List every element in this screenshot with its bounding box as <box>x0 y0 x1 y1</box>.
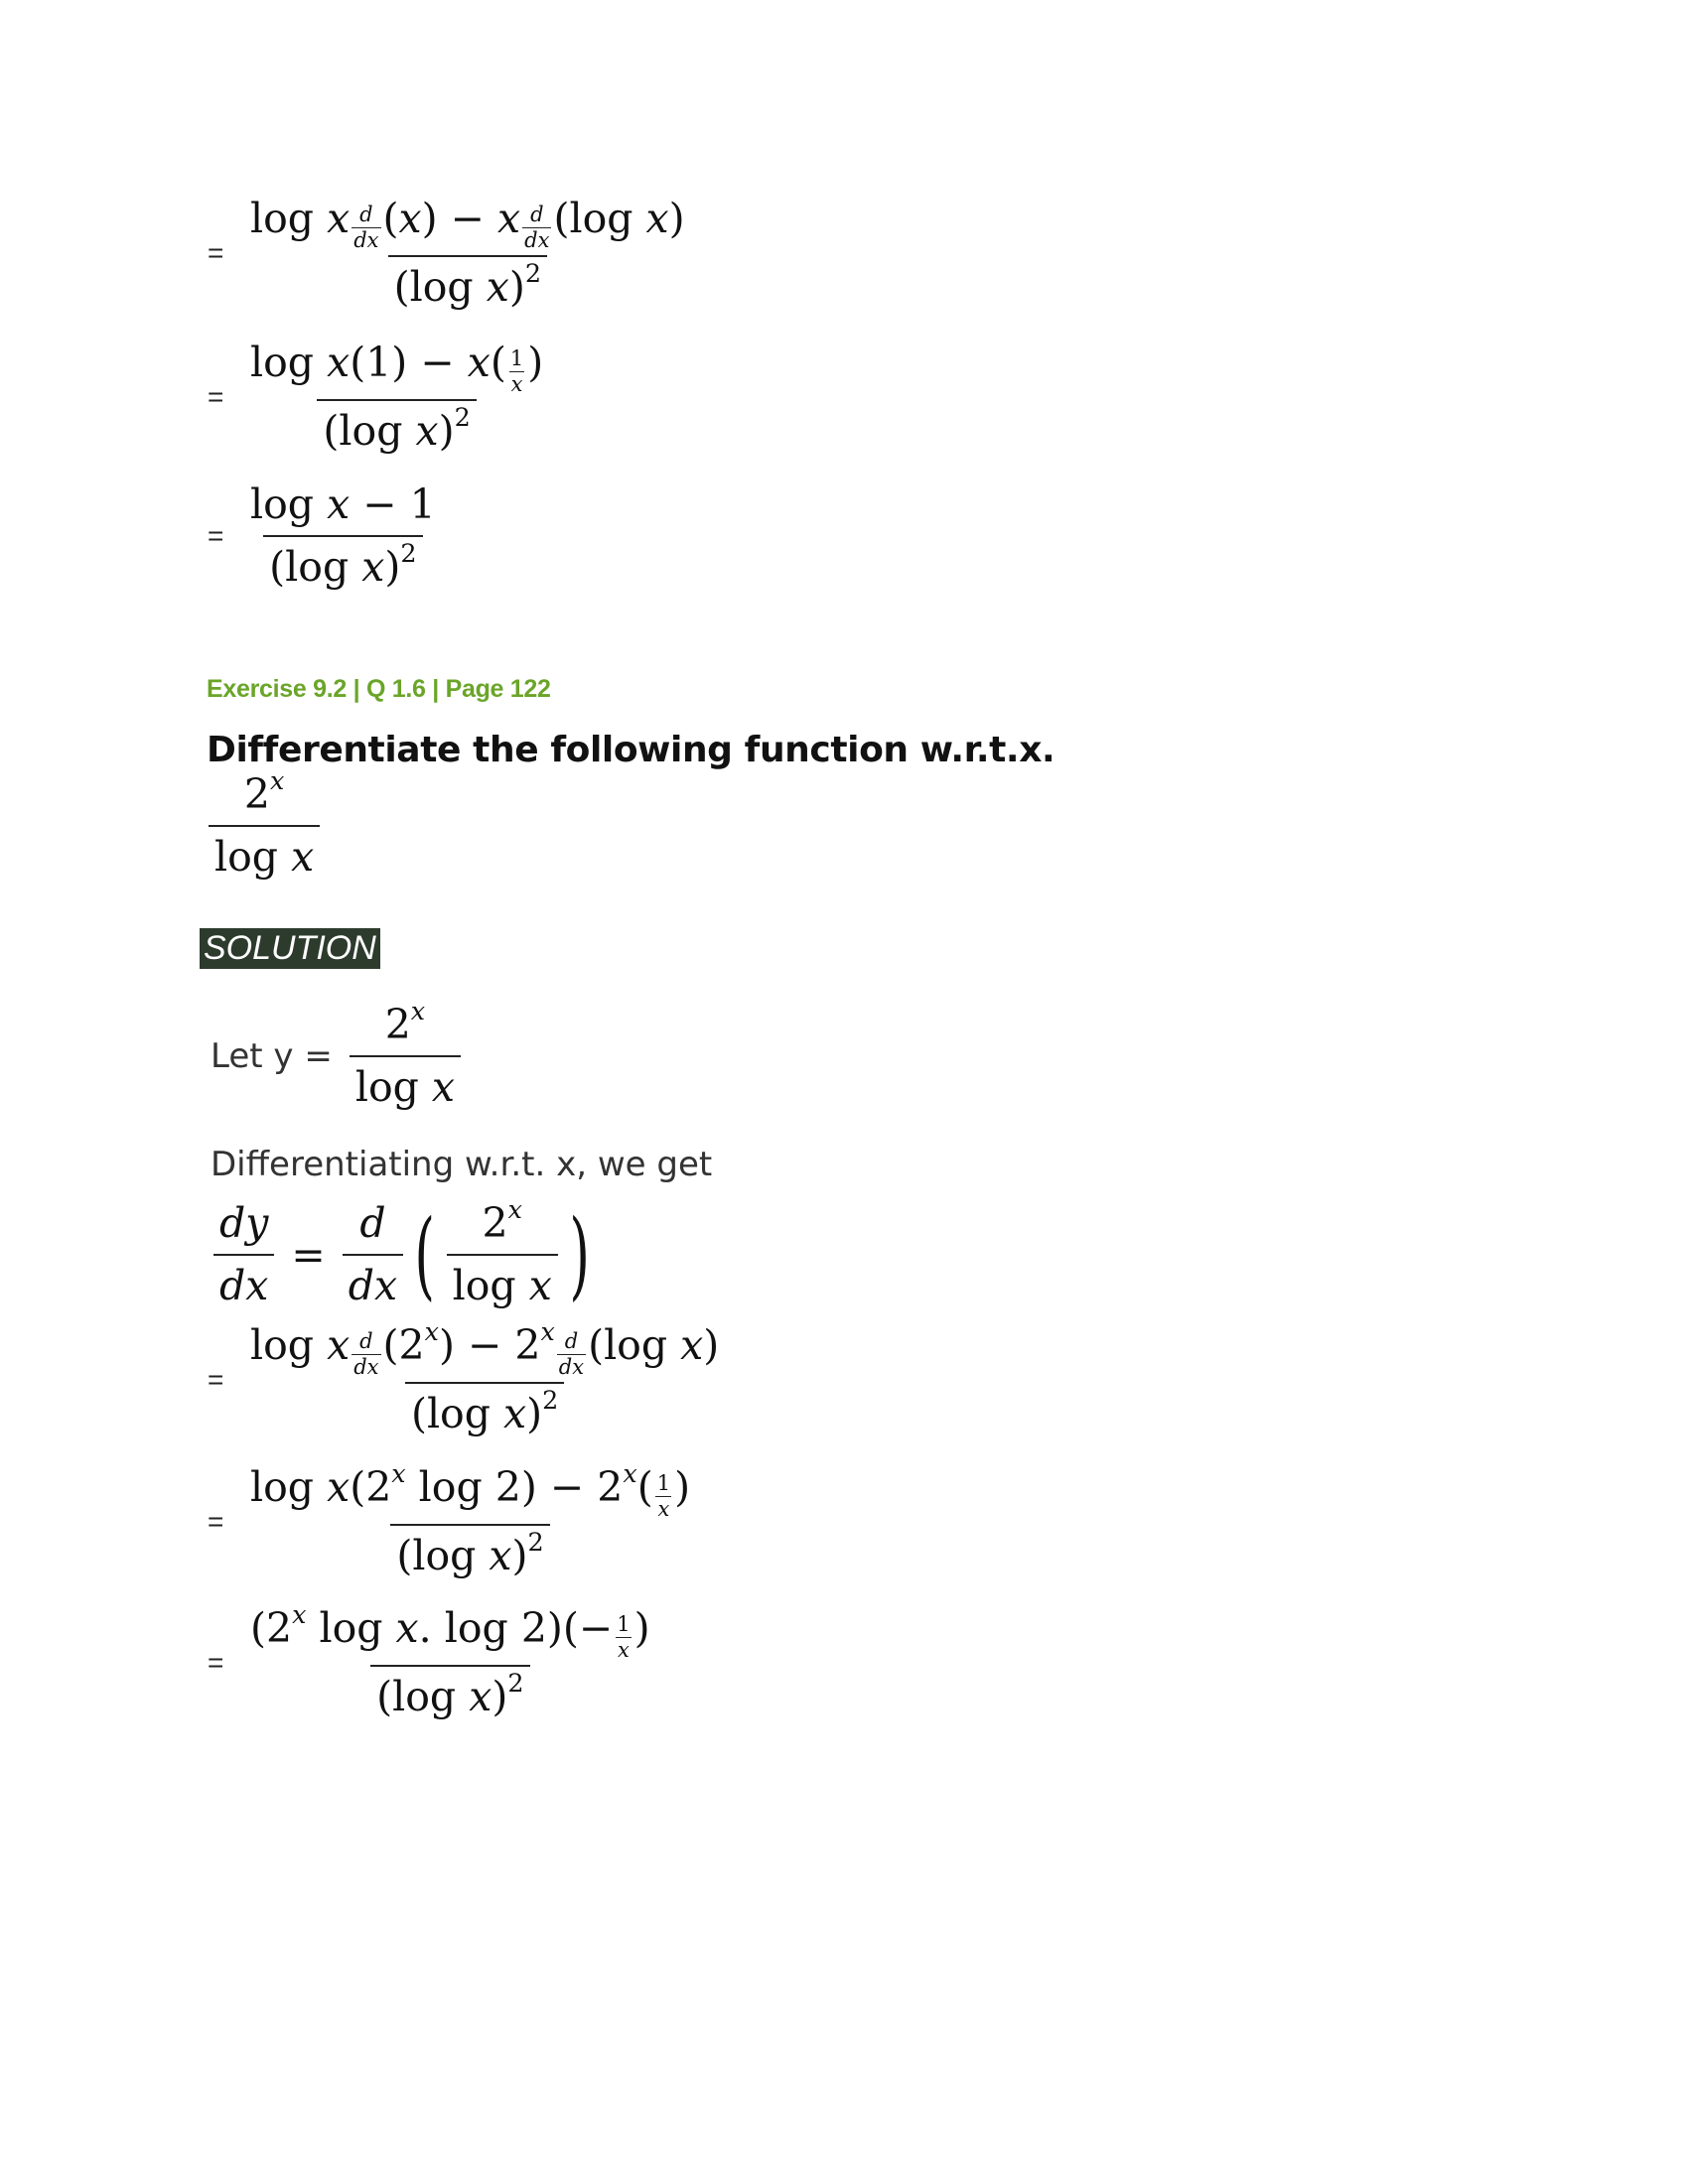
equals-sign: = <box>208 1647 224 1678</box>
prev-step-3 <box>208 480 445 591</box>
solution-step-2-denominator: (log x)$^2$ <box>390 1524 549 1576</box>
solution-step-3-denominator: (log x)$^2$ <box>370 1665 529 1717</box>
let-denominator: log x <box>350 1055 461 1108</box>
question-function-fraction <box>209 764 320 881</box>
let-numerator: 2$^x$ <box>384 995 426 1048</box>
let-statement <box>211 995 464 1111</box>
solution-step-2 <box>208 1457 699 1579</box>
prev-step-3-denominator: (log x)$^2$ <box>263 535 422 588</box>
d-dx-operator: $\frac{d}{dx}$ <box>343 1203 403 1306</box>
question-text: Differentiate the following function w.r.t.x. <box>207 730 1055 770</box>
solution-step-3 <box>208 1598 659 1720</box>
solution-step-2-fraction <box>244 1457 696 1579</box>
solution-step-1-denominator: (log x)$^2$ <box>405 1382 564 1434</box>
prev-step-1-denominator: (log x)$^2$ <box>388 255 547 308</box>
prev-step-2 <box>208 339 552 455</box>
prev-step-2-fraction <box>244 339 549 455</box>
let-fraction <box>350 995 461 1111</box>
dy-dx-equation: $\frac{dy}{dx}$ = $\frac{d}{dx}$ ( $\frac{2^x}{\text{log x}}$ ) <box>211 1203 598 1306</box>
solution-step-2-numerator: log x(2$^x$ $\log 2) - 2^x$( $\frac{1}{x}$ ) <box>250 1457 691 1521</box>
solution-step-3-fraction <box>244 1598 656 1720</box>
inner-fraction: $\frac{2^x}{\text{log x}}$ <box>447 1203 558 1306</box>
solution-badge[interactable]: SOLUTION <box>200 928 380 969</box>
let-text: Let y = <box>211 1036 333 1076</box>
question-function-denominator: log x <box>209 825 320 878</box>
equals-sign: = <box>208 1364 224 1395</box>
solution-step-1-fraction <box>244 1315 725 1437</box>
equals-sign: = <box>208 1506 224 1537</box>
prev-step-3-numerator: log x − 1 <box>250 480 436 528</box>
question-function-numerator: 2$^x$ <box>243 764 285 818</box>
prev-step-1 <box>208 195 694 311</box>
solution-step-3-numerator: (2$^x$ log x. log 2)(− $\frac{1}{x}$ ) <box>250 1598 650 1662</box>
prev-step-2-numerator: log x(1) − x( $\frac{1}{x}$ ) <box>250 339 544 396</box>
prev-step-1-numerator: log x $\frac{d}{dx}$ (x) − x $\frac{d}{dx}$ (log x) <box>250 195 685 252</box>
equals-sign: = <box>208 237 224 268</box>
prev-step-2-denominator: (log x)$^2$ <box>317 399 476 452</box>
solution-step-1 <box>208 1315 728 1437</box>
equals-sign: = <box>208 520 224 551</box>
dy-dx-fraction: $\frac{dy}{dx}$ <box>213 1203 274 1306</box>
prev-step-3-fraction <box>244 480 442 591</box>
equals-sign: = <box>208 381 224 412</box>
solution-step-1-numerator: log x $\frac{d}{dx}$ $(2^x) - 2^x$ $\frac{d}{dx}$ (log x) <box>250 1315 720 1379</box>
differentiating-text: Differentiating w.r.t. x, we get <box>211 1145 713 1184</box>
prev-step-1-fraction <box>244 195 691 311</box>
question-function <box>206 764 323 881</box>
exercise-label[interactable]: Exercise 9.2 | Q 1.6 | Page 122 <box>207 675 551 703</box>
